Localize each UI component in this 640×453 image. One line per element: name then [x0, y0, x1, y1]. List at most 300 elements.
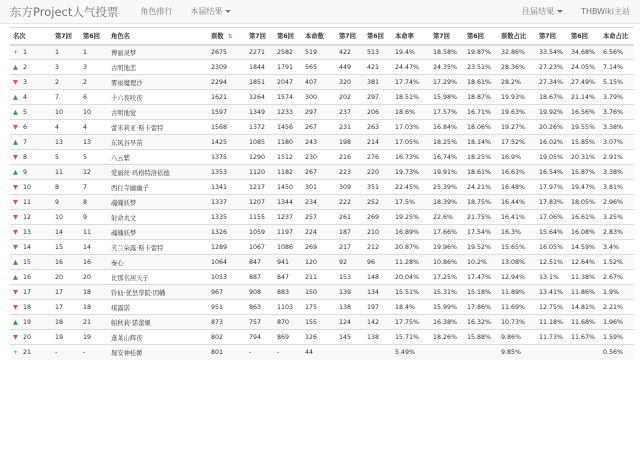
table-row[interactable] [10, 105, 634, 120]
arrow-down-icon: ▼ [13, 183, 18, 191]
rank-cell: ▼ 12 [10, 210, 52, 225]
table-cell: 24.05% [568, 60, 600, 75]
rank-cell: ▲ 9 [10, 165, 52, 180]
table-cell: 11.18% [536, 315, 568, 330]
sort-icon[interactable]: ⇅ [227, 33, 233, 41]
character-name-cell[interactable]: 琪露诺 [108, 300, 208, 315]
table-row[interactable] [10, 315, 634, 330]
table-cell: 11 [80, 225, 108, 240]
column-header[interactable]: 第7回 [336, 28, 364, 45]
table-cell: 16.38% [430, 315, 464, 330]
table-cell: 15.99% [430, 300, 464, 315]
table-cell: 2.91% [600, 150, 634, 165]
character-name-cell[interactable]: 古明地觉 [108, 105, 208, 120]
arrow-up-icon: ▲ [13, 168, 18, 176]
table-cell: 150 [302, 285, 336, 300]
character-name-cell[interactable]: 博丽灵梦 [108, 45, 208, 60]
top-navbar [0, 0, 640, 24]
table-cell: 16.48% [498, 180, 536, 195]
table-cell: 1290 [246, 150, 274, 165]
table-cell: 92 [336, 255, 364, 270]
table-cell: 15.71% [392, 330, 430, 345]
table-row[interactable] [10, 45, 634, 60]
table-cell: 224 [302, 225, 336, 240]
table-cell: 44 [302, 345, 336, 360]
table-cell: 138 [336, 300, 364, 315]
table-cell: 14.81% [568, 300, 600, 315]
table-cell: 1059 [246, 225, 274, 240]
table-cell: 16.54% [536, 165, 568, 180]
table-cell: 155 [302, 315, 336, 330]
table-cell: 18.05% [568, 195, 600, 210]
table-cell: 18.25% [464, 150, 498, 165]
table-cell: 1597 [208, 105, 246, 120]
arrow-up-icon: ▲ [13, 318, 18, 326]
arrow-down-icon: ▼ [13, 153, 18, 161]
character-name-cell[interactable]: 比那名居天子 [108, 270, 208, 285]
table-row[interactable] [10, 330, 634, 345]
table-cell: 794 [246, 330, 274, 345]
column-header[interactable]: 第7回 [536, 28, 568, 45]
table-cell: 1375 [208, 150, 246, 165]
table-cell: 1335 [208, 210, 246, 225]
table-cell: 381 [364, 75, 392, 90]
table-cell: 27.23% [536, 60, 568, 75]
column-header[interactable]: 第7回 [246, 28, 274, 45]
table-cell: 847 [274, 270, 302, 285]
table-cell: 16 [52, 255, 80, 270]
character-name-cell[interactable]: 魂魄妖梦 [108, 225, 208, 240]
table-cell: 1067 [246, 240, 274, 255]
character-name-cell[interactable]: 八云紫 [108, 150, 208, 165]
table-cell: 2675 [208, 45, 246, 60]
character-name-cell[interactable]: 爱丽丝·玛格特洛依德 [108, 165, 208, 180]
table-cell: 519 [302, 45, 336, 60]
table-cell: 3.4% [600, 240, 634, 255]
column-header[interactable]: 本命占比 [600, 28, 634, 45]
table-cell: 422 [336, 45, 364, 60]
table-cell: 18 [80, 285, 108, 300]
table-cell [536, 345, 568, 360]
column-header[interactable]: 第6回 [568, 28, 600, 45]
table-cell: 17.06% [536, 210, 568, 225]
table-cell: 142 [364, 315, 392, 330]
site-brand[interactable]: 东方Project人气投票 [10, 4, 119, 19]
table-cell: 1182 [274, 165, 302, 180]
table-cell: 11.68% [568, 315, 600, 330]
character-name-cell[interactable]: 铃仙·优昙华院·因幡 [108, 285, 208, 300]
table-cell: 1 [80, 45, 108, 60]
table-cell: 1337 [208, 195, 246, 210]
table-cell: 175 [302, 300, 336, 315]
table-cell: 212 [364, 240, 392, 255]
table-cell: 267 [302, 120, 336, 135]
table-cell: 2.83% [600, 225, 634, 240]
table-cell: 320 [336, 75, 364, 90]
table-cell: 1155 [246, 210, 274, 225]
table-cell: 32.86% [498, 45, 536, 60]
arrow-down-icon: ▼ [13, 333, 18, 341]
table-cell: 5.15% [600, 75, 634, 90]
column-header[interactable]: 票数占比 [498, 28, 536, 45]
table-cell: 16.61% [568, 210, 600, 225]
table-cell: 20.26% [536, 120, 568, 135]
table-cell: 11.73% [536, 330, 568, 345]
table-cell: 19.91% [430, 165, 464, 180]
table-cell: 252 [364, 195, 392, 210]
table-cell: 801 [208, 345, 246, 360]
rank-cell: ▼ 17 [10, 285, 52, 300]
table-cell: 309 [336, 180, 364, 195]
character-name-cell[interactable]: 帕秋莉·诺蕾姬 [108, 315, 208, 330]
table-cell: 145 [336, 330, 364, 345]
table-cell: 1341 [208, 180, 246, 195]
rank-cell: ▲ 7 [10, 135, 52, 150]
table-cell: 20 [80, 270, 108, 285]
table-cell: 10.2% [464, 255, 498, 270]
table-cell: 15.51% [392, 285, 430, 300]
arrow-up-icon: ▲ [13, 273, 18, 281]
table-row[interactable] [10, 135, 634, 150]
table-cell: 19.05% [536, 150, 568, 165]
column-header[interactable]: 第7回 [430, 28, 464, 45]
table-cell: 1 [52, 45, 80, 60]
table-cell: 261 [336, 210, 364, 225]
table-cell: - [246, 345, 274, 360]
table-row[interactable] [10, 300, 634, 315]
table-cell: 214 [364, 135, 392, 150]
table-body [10, 45, 634, 360]
table-cell: 17.29% [430, 75, 464, 90]
table-cell: 267 [302, 165, 336, 180]
table-cell: 2.21% [600, 300, 634, 315]
arrow-down-icon: ▼ [13, 78, 18, 86]
table-cell: 300 [302, 90, 336, 105]
table-cell: 883 [274, 285, 302, 300]
table-cell: 3 [80, 60, 108, 75]
table-cell: 25.39% [430, 180, 464, 195]
arrow-down-icon: ▼ [13, 123, 18, 131]
character-name-cell[interactable]: 古明地恋 [108, 60, 208, 75]
table-cell: 12 [80, 165, 108, 180]
table-cell: 18.25% [430, 135, 464, 150]
rank-cell: ▲ 5 [10, 105, 52, 120]
table-cell: 2.96% [600, 195, 634, 210]
nav-current-results[interactable]: 本届结果 [190, 6, 231, 17]
table-cell: 1197 [274, 225, 302, 240]
table-cell: 870 [274, 315, 302, 330]
table-cell: 2309 [208, 60, 246, 75]
table-cell: 16.63% [498, 165, 536, 180]
table-cell: 301 [302, 180, 336, 195]
table-cell: 941 [274, 255, 302, 270]
column-header[interactable]: 本命率 [392, 28, 430, 45]
table-cell: 1326 [208, 225, 246, 240]
rank-cell: ▲ 16 [10, 270, 52, 285]
table-row[interactable] [10, 345, 634, 360]
table-cell: 10 [80, 105, 108, 120]
table-cell: 2294 [208, 75, 246, 90]
table-cell: 19.92% [536, 105, 568, 120]
table-cell: 139 [336, 285, 364, 300]
arrow-up-icon: ▲ [13, 63, 18, 71]
table-cell: 18.6% [392, 105, 430, 120]
table-cell: 12.94% [498, 270, 536, 285]
table-cell: 16.56% [568, 105, 600, 120]
table-cell: 9 [52, 195, 80, 210]
table-cell: 18.67% [536, 90, 568, 105]
table-cell: 9.86% [498, 330, 536, 345]
table-cell: 1349 [246, 105, 274, 120]
table-cell: 21 [80, 315, 108, 330]
table-cell: 1.9% [600, 285, 634, 300]
table-cell: 24.47% [392, 60, 430, 75]
table-cell [430, 345, 464, 360]
table-cell: 847 [246, 255, 274, 270]
table-cell: 11.38% [568, 270, 600, 285]
table-cell: 16.02% [536, 135, 568, 150]
table-cell [464, 345, 498, 360]
table-cell: 20.31% [568, 150, 600, 165]
table-cell: 1574 [274, 90, 302, 105]
character-name-cell[interactable]: 芙兰朵露·斯卡蕾特 [108, 240, 208, 255]
column-header[interactable]: 名次 [10, 28, 52, 45]
table-cell: 19.25% [392, 210, 430, 225]
table-cell: 421 [364, 60, 392, 75]
table-row[interactable] [10, 180, 634, 195]
table-cell: 223 [336, 165, 364, 180]
table-cell: 1621 [208, 90, 246, 105]
table-cell: 3.79% [600, 90, 634, 105]
table-cell: 17.5% [392, 195, 430, 210]
table-cell: 14.59% [568, 240, 600, 255]
table-cell: 16.08% [568, 225, 600, 240]
table-cell: 234 [302, 195, 336, 210]
column-header[interactable]: 票数 ⇅ [208, 28, 246, 45]
character-name-cell[interactable]: 蓬莱山辉夜 [108, 330, 208, 345]
column-header[interactable]: 第6回 [80, 28, 108, 45]
table-cell: 12.75% [536, 300, 568, 315]
table-cell: 18.06% [464, 120, 498, 135]
table-cell: 13 [52, 135, 80, 150]
table-cell: 17.03% [392, 120, 430, 135]
table-row[interactable] [10, 240, 634, 255]
character-name-cell[interactable]: 魂魄妖梦 [108, 195, 208, 210]
rank-cell: ▼ 18 [10, 300, 52, 315]
table-cell: 15.87% [568, 165, 600, 180]
table-cell: 211 [302, 270, 336, 285]
character-name-cell[interactable]: 堀安神桂姬 [108, 345, 208, 360]
nav-character-ranking[interactable]: 角色排行 [140, 7, 173, 16]
table-row[interactable] [10, 285, 634, 300]
arrow-down-icon: ▼ [13, 288, 18, 296]
table-cell: 19.27% [498, 120, 536, 135]
table-row[interactable] [10, 225, 634, 240]
table-cell: 19.55% [568, 120, 600, 135]
table-cell: 1217 [246, 180, 274, 195]
table-cell: 15.88% [464, 330, 498, 345]
table-cell: 887 [246, 270, 274, 285]
table-cell: 269 [364, 210, 392, 225]
table-cell: 220 [364, 165, 392, 180]
character-name-cell[interactable]: 雾雨魔理沙 [108, 75, 208, 90]
table-cell: 19.47% [568, 180, 600, 195]
table-cell: 13 [80, 135, 108, 150]
table-cell: 3.07% [600, 135, 634, 150]
table-cell: 6 [80, 90, 108, 105]
table-cell: 96 [364, 255, 392, 270]
table-cell: 449 [336, 60, 364, 75]
rank-cell: ▼ 8 [10, 150, 52, 165]
arrow-up-icon: ▲ [13, 258, 18, 266]
table-cell: 11.86% [568, 285, 600, 300]
table-cell: 513 [364, 45, 392, 60]
table-row[interactable] [10, 60, 634, 75]
table-cell: 15 [52, 240, 80, 255]
table-cell: 17.47% [464, 270, 498, 285]
table-cell: 3.81% [600, 180, 634, 195]
table-row[interactable] [10, 255, 634, 270]
table-cell: 18.58% [430, 45, 464, 60]
table-row[interactable] [10, 165, 634, 180]
table-cell: 1053 [208, 270, 246, 285]
table-cell: 17 [52, 300, 80, 315]
character-name-cell[interactable]: 秦心 [108, 255, 208, 270]
character-name-cell[interactable]: 东风谷早苗 [108, 135, 208, 150]
table-cell: 10.86% [430, 255, 464, 270]
table-cell: 12.51% [536, 255, 568, 270]
table-cell: 16.3% [498, 225, 536, 240]
table-cell: 19.73% [392, 165, 430, 180]
table-cell: 3.25% [600, 210, 634, 225]
table-cell: 8 [52, 180, 80, 195]
nav-thbwiki-main[interactable]: THBWiki主站 [581, 7, 630, 16]
column-header[interactable]: 第6回 [274, 28, 302, 45]
table-cell: 16.9% [498, 150, 536, 165]
nav-past-results[interactable]: 往届结果 [522, 6, 563, 17]
rank-cell: ▲ 19 [10, 315, 52, 330]
table-cell: 17 [52, 285, 80, 300]
table-cell: 18.61% [464, 75, 498, 90]
table-cell: 1120 [246, 165, 274, 180]
table-cell: 23.51% [464, 60, 498, 75]
table-cell: 20.87% [392, 240, 430, 255]
table-cell: 18 [80, 300, 108, 315]
rank-cell: ▼ 11 [10, 195, 52, 210]
table-cell: 16.41% [498, 210, 536, 225]
table-cell: 10.73% [498, 315, 536, 330]
table-cell: 15.64% [536, 225, 568, 240]
column-header[interactable]: 第6回 [464, 28, 498, 45]
table-cell: 18.51% [392, 90, 430, 105]
table-cell: 2.67% [600, 270, 634, 285]
table-row[interactable] [10, 195, 634, 210]
table-row[interactable] [10, 90, 634, 105]
chevron-down-icon [225, 10, 231, 13]
table-cell: 1.52% [600, 255, 634, 270]
table-cell: 18.39% [430, 195, 464, 210]
table-cell: 134 [364, 285, 392, 300]
table-cell: 17.57% [430, 105, 464, 120]
table-cell: 16.73% [392, 150, 430, 165]
column-header[interactable]: 第7回 [52, 28, 80, 45]
table-cell: 951 [208, 300, 246, 315]
table-cell: 126 [302, 330, 336, 345]
table-cell: 17.75% [392, 315, 430, 330]
table-cell: 13.41% [536, 285, 568, 300]
table-cell: 11.67% [568, 330, 600, 345]
character-name-cell[interactable]: 十六夜咲夜 [108, 90, 208, 105]
table-cell: 243 [302, 135, 336, 150]
table-cell: 3.76% [600, 105, 634, 120]
rank-cell: ▼ 6 [10, 120, 52, 135]
table-cell: 351 [364, 180, 392, 195]
table-cell: 1237 [274, 210, 302, 225]
table-row[interactable] [10, 210, 634, 225]
character-name-cell[interactable]: 蕾米莉亚·斯卡蕾特 [108, 120, 208, 135]
table-cell: 1180 [274, 135, 302, 150]
rank-cell: ▼ 3 [10, 75, 52, 90]
table-cell: 19.87% [464, 45, 498, 60]
table-cell: 231 [336, 120, 364, 135]
table-row[interactable] [10, 120, 634, 135]
character-name-cell[interactable]: 射命丸文 [108, 210, 208, 225]
rank-cell: ▼ 10 [10, 180, 52, 195]
table-cell: 2582 [274, 45, 302, 60]
table-row[interactable] [10, 75, 634, 90]
table-cell: 222 [336, 195, 364, 210]
table-cell: 17.66% [430, 225, 464, 240]
table-cell: 153 [336, 270, 364, 285]
table-header-row [10, 28, 634, 45]
table-cell: - [80, 345, 108, 360]
table-cell: 17.97% [536, 180, 568, 195]
table-cell: 9 [80, 210, 108, 225]
rank-cell: ▲ 4 [10, 90, 52, 105]
table-cell: 230 [302, 150, 336, 165]
table-cell: 757 [246, 315, 274, 330]
table-cell: 12.64% [568, 255, 600, 270]
table-cell: 34.68% [568, 45, 600, 60]
table-cell: 10 [52, 105, 80, 120]
table-cell: 10 [52, 210, 80, 225]
column-header[interactable]: 第6回 [364, 28, 392, 45]
table-cell: 5.49% [392, 345, 430, 360]
column-header[interactable]: 角色名 [108, 28, 208, 45]
table-cell: 21.75% [464, 210, 498, 225]
table-cell: 1233 [274, 105, 302, 120]
table-cell: 22.45% [392, 180, 430, 195]
table-cell: 18.4% [392, 300, 430, 315]
table-cell: 17.74% [392, 75, 430, 90]
table-cell: 7 [52, 90, 80, 105]
table-cell: 802 [208, 330, 246, 345]
table-cell: 19.52% [464, 240, 498, 255]
table-row[interactable] [10, 270, 634, 285]
table-cell: 17.54% [464, 225, 498, 240]
table-cell: 17.52% [498, 135, 536, 150]
table-cell: 15.85% [568, 135, 600, 150]
table-cell: 1456 [274, 120, 302, 135]
table-row[interactable] [10, 150, 634, 165]
table-cell: 4 [80, 120, 108, 135]
character-name-cell[interactable]: 西行寺幽幽子 [108, 180, 208, 195]
table-cell: 138 [364, 330, 392, 345]
column-header[interactable]: 本命数 [302, 28, 336, 45]
table-cell: 19.93% [498, 90, 536, 105]
table-cell: 22.6% [430, 210, 464, 225]
table-cell: 27.49% [568, 75, 600, 90]
